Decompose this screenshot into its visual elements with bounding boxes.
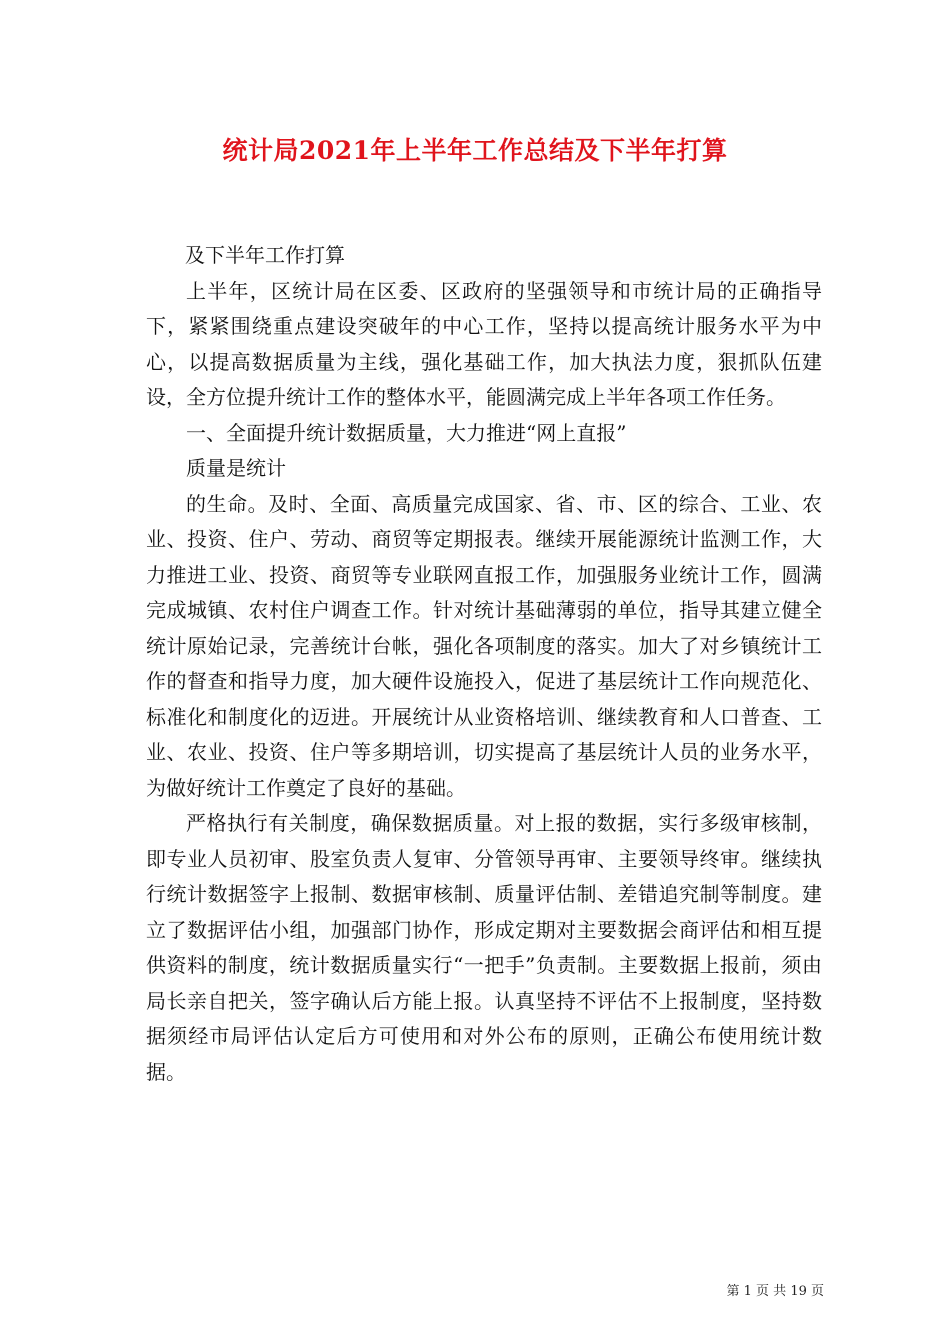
paragraph-6: 严格执行有关制度，确保数据质量。对上报的数据，实行多级审核制，即专业人员初审、股室负责人复审、分管领导再审、主要领导终审。继续执行统计数据签字上报制、数据审核制、质量评估制、差错追究制等制度。建立了数据评估小组，加强部门协作，形成定期对主要数据会商评估和相互提供资料的制度，统计数据质量实行“一把手”负责制。主要数据上报前，须由局长亲自把关，签字确认后方能上报。认真坚持不评估不上报制度，坚持数据须经市局评估认定后方可使用和对外公布的原则，正确公布使用统计数据。 bbox=[146, 811, 822, 1084]
page-footer: 第 1 页 共 19 页 bbox=[726, 1284, 824, 1299]
paragraph-1: 及下半年工作打算 bbox=[185, 243, 345, 267]
paragraph-3: 一、全面提升统计数据质量，大力推进“网上直报” bbox=[186, 420, 627, 445]
paragraph-5: 的生命。及时、全面、高质量完成国家、省、市、区的综合、工业、农业、投资、住户、劳动、商贸等定期报表。继续开展能源统计监测工作，大力推进工业、投资、商贸等专业联网直报工作，加强服务业统计工作，圆满完成城镇、农村住户调查工作。针对统计基础薄弱的单位，指导其建立健全统计原始记录，完善统计台帐，强化各项制度的落实。加大了对乡镇统计工作的督查和指导力度，加大硬件设施投入，促进了基层统计工作向规范化、标准化和制度化的迈进。开展统计从业资格培训、继续教育和人口普查、工业、农业、投资、住户等多期培训，切实提高了基层统计人员的业务水平，为做好统计工作奠定了良好的基础。 bbox=[146, 491, 822, 800]
document-body bbox=[146, 238, 822, 1090]
paragraph-2: 上半年，区统计局在区委、区政府的坚强领导和市统计局的正确指导下，紧紧围绕重点建设突破年的中心工作，坚持以提高统计服务水平为中心，以提高数据质量为主线，强化基础工作，加大执法力度，狠抓队伍建设，全方位提升统计工作的整体水平，能圆满完成上半年各项工作任务。 bbox=[146, 278, 822, 409]
document-title: 统计局2021年上半年工作总结及下半年打算 bbox=[222, 136, 728, 165]
paragraph-4: 质量是统计 bbox=[186, 456, 286, 480]
